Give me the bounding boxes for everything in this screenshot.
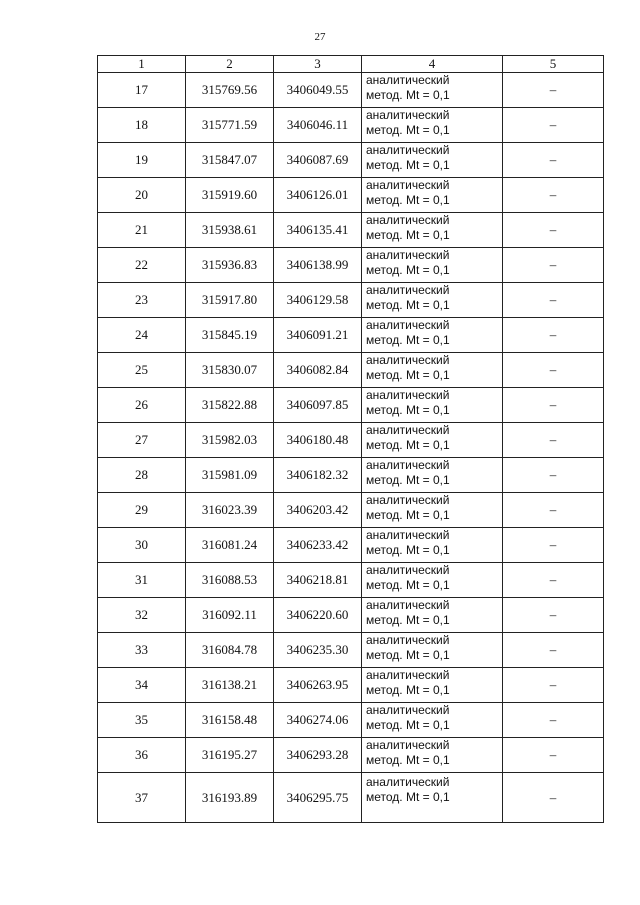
method-line-2: метод. Mt = 0,1	[366, 88, 450, 102]
table-row	[98, 318, 604, 353]
method-cell	[362, 493, 503, 528]
note-cell: –	[503, 283, 604, 318]
method-line-2: метод. Mt = 0,1	[366, 718, 450, 732]
y-coordinate-cell: 3406135.41	[274, 213, 362, 248]
method-line-2: метод. Mt = 0,1	[366, 613, 450, 627]
note-cell: –	[503, 423, 604, 458]
y-coordinate-cell: 3406293.28	[274, 738, 362, 773]
x-coordinate-cell: 316023.39	[186, 493, 274, 528]
column-header-1: 1	[98, 56, 186, 73]
x-coordinate-cell: 315847.07	[186, 143, 274, 178]
x-coordinate-cell: 315769.56	[186, 73, 274, 108]
x-coordinate-cell: 316084.78	[186, 633, 274, 668]
point-number-cell: 20	[98, 178, 186, 213]
y-coordinate-cell: 3406138.99	[274, 248, 362, 283]
x-coordinate-cell: 316081.24	[186, 528, 274, 563]
method-line-2: метод. Mt = 0,1	[366, 333, 450, 347]
method-cell	[362, 703, 503, 738]
method-line-2: метод. Mt = 0,1	[366, 193, 450, 207]
method-cell	[362, 563, 503, 598]
method-line-1: аналитический	[366, 213, 450, 227]
table-row	[98, 108, 604, 143]
point-number-cell: 37	[98, 773, 186, 823]
table-row	[98, 598, 604, 633]
coordinates-table	[97, 55, 604, 823]
method-cell	[362, 388, 503, 423]
table-row	[98, 423, 604, 458]
method-line-2: метод. Mt = 0,1	[366, 298, 450, 312]
x-coordinate-cell: 315917.80	[186, 283, 274, 318]
x-coordinate-cell: 316193.89	[186, 773, 274, 823]
point-number-cell: 24	[98, 318, 186, 353]
method-line-2: метод. Mt = 0,1	[366, 753, 450, 767]
x-coordinate-cell: 315845.19	[186, 318, 274, 353]
note-cell: –	[503, 633, 604, 668]
method-line-2: метод. Mt = 0,1	[366, 403, 450, 417]
table-row	[98, 738, 604, 773]
y-coordinate-cell: 3406082.84	[274, 353, 362, 388]
method-line-2: метод. Mt = 0,1	[366, 543, 450, 557]
x-coordinate-cell: 315919.60	[186, 178, 274, 213]
note-cell: –	[503, 108, 604, 143]
table-row	[98, 773, 604, 823]
y-coordinate-cell: 3406129.58	[274, 283, 362, 318]
table-row	[98, 213, 604, 248]
point-number-cell: 17	[98, 73, 186, 108]
table-row	[98, 528, 604, 563]
method-line-1: аналитический	[366, 528, 450, 542]
note-cell: –	[503, 458, 604, 493]
method-line-2: метод. Mt = 0,1	[366, 508, 450, 522]
table-row	[98, 668, 604, 703]
y-coordinate-cell: 3406091.21	[274, 318, 362, 353]
x-coordinate-cell: 316158.48	[186, 703, 274, 738]
table-row	[98, 458, 604, 493]
method-line-1: аналитический	[366, 563, 450, 577]
method-line-1: аналитический	[366, 458, 450, 472]
point-number-cell: 28	[98, 458, 186, 493]
method-line-1: аналитический	[366, 353, 450, 367]
table-row	[98, 633, 604, 668]
x-coordinate-cell: 316088.53	[186, 563, 274, 598]
point-number-cell: 36	[98, 738, 186, 773]
method-line-1: аналитический	[366, 423, 450, 437]
method-cell	[362, 108, 503, 143]
column-header-3: 3	[274, 56, 362, 73]
x-coordinate-cell: 316092.11	[186, 598, 274, 633]
method-line-1: аналитический	[366, 738, 450, 752]
method-line-1: аналитический	[366, 283, 450, 297]
note-cell: –	[503, 703, 604, 738]
method-cell	[362, 633, 503, 668]
table-row	[98, 73, 604, 108]
method-line-1: аналитический	[366, 108, 450, 122]
note-cell: –	[503, 668, 604, 703]
method-line-2: метод. Mt = 0,1	[366, 578, 450, 592]
note-cell: –	[503, 73, 604, 108]
y-coordinate-cell: 3406126.01	[274, 178, 362, 213]
method-cell	[362, 528, 503, 563]
table-row	[98, 388, 604, 423]
note-cell: –	[503, 528, 604, 563]
table-row	[98, 493, 604, 528]
y-coordinate-cell: 3406182.32	[274, 458, 362, 493]
y-coordinate-cell: 3406263.95	[274, 668, 362, 703]
method-line-1: аналитический	[366, 143, 450, 157]
x-coordinate-cell: 315938.61	[186, 213, 274, 248]
method-line-1: аналитический	[366, 73, 450, 87]
column-header-4: 4	[362, 56, 503, 73]
table-row	[98, 283, 604, 318]
table-row	[98, 248, 604, 283]
x-coordinate-cell: 315822.88	[186, 388, 274, 423]
page-number: 27	[314, 31, 326, 43]
point-number-cell: 35	[98, 703, 186, 738]
note-cell: –	[503, 773, 604, 823]
method-line-1: аналитический	[366, 775, 450, 789]
y-coordinate-cell: 3406274.06	[274, 703, 362, 738]
x-coordinate-cell: 315981.09	[186, 458, 274, 493]
point-number-cell: 22	[98, 248, 186, 283]
y-coordinate-cell: 3406220.60	[274, 598, 362, 633]
point-number-cell: 31	[98, 563, 186, 598]
point-number-cell: 26	[98, 388, 186, 423]
method-line-1: аналитический	[366, 668, 450, 682]
table-body	[98, 73, 604, 823]
x-coordinate-cell: 315936.83	[186, 248, 274, 283]
y-coordinate-cell: 3406218.81	[274, 563, 362, 598]
method-line-2: метод. Mt = 0,1	[366, 683, 450, 697]
note-cell: –	[503, 493, 604, 528]
note-cell: –	[503, 213, 604, 248]
method-cell	[362, 73, 503, 108]
method-line-2: метод. Mt = 0,1	[366, 368, 450, 382]
method-cell	[362, 668, 503, 703]
y-coordinate-cell: 3406203.42	[274, 493, 362, 528]
method-cell	[362, 458, 503, 493]
table-row	[98, 143, 604, 178]
note-cell: –	[503, 318, 604, 353]
method-cell	[362, 773, 503, 823]
note-cell: –	[503, 178, 604, 213]
method-line-2: метод. Mt = 0,1	[366, 473, 450, 487]
y-coordinate-cell: 3406097.85	[274, 388, 362, 423]
table-header	[98, 56, 604, 73]
method-cell	[362, 143, 503, 178]
method-cell	[362, 598, 503, 633]
point-number-cell: 30	[98, 528, 186, 563]
note-cell: –	[503, 143, 604, 178]
method-cell	[362, 213, 503, 248]
method-line-1: аналитический	[366, 493, 450, 507]
point-number-cell: 18	[98, 108, 186, 143]
note-cell: –	[503, 563, 604, 598]
column-header-2: 2	[186, 56, 274, 73]
method-line-2: метод. Mt = 0,1	[366, 158, 450, 172]
column-header-5: 5	[503, 56, 604, 73]
y-coordinate-cell: 3406235.30	[274, 633, 362, 668]
method-cell	[362, 283, 503, 318]
point-number-cell: 29	[98, 493, 186, 528]
y-coordinate-cell: 3406087.69	[274, 143, 362, 178]
point-number-cell: 25	[98, 353, 186, 388]
note-cell: –	[503, 353, 604, 388]
table-row	[98, 353, 604, 388]
x-coordinate-cell: 315830.07	[186, 353, 274, 388]
x-coordinate-cell: 315771.59	[186, 108, 274, 143]
table-row	[98, 563, 604, 598]
method-line-2: метод. Mt = 0,1	[366, 263, 450, 277]
y-coordinate-cell: 3406180.48	[274, 423, 362, 458]
method-line-1: аналитический	[366, 178, 450, 192]
method-cell	[362, 738, 503, 773]
point-number-cell: 23	[98, 283, 186, 318]
point-number-cell: 21	[98, 213, 186, 248]
method-line-1: аналитический	[366, 388, 450, 402]
method-line-1: аналитический	[366, 703, 450, 717]
note-cell: –	[503, 388, 604, 423]
method-cell	[362, 178, 503, 213]
point-number-cell: 19	[98, 143, 186, 178]
method-line-1: аналитический	[366, 598, 450, 612]
x-coordinate-cell: 316138.21	[186, 668, 274, 703]
method-cell	[362, 353, 503, 388]
method-line-1: аналитический	[366, 318, 450, 332]
point-number-cell: 32	[98, 598, 186, 633]
x-coordinate-cell: 316195.27	[186, 738, 274, 773]
point-number-cell: 33	[98, 633, 186, 668]
method-line-1: аналитический	[366, 248, 450, 262]
method-cell	[362, 248, 503, 283]
y-coordinate-cell: 3406049.55	[274, 73, 362, 108]
y-coordinate-cell: 3406046.11	[274, 108, 362, 143]
x-coordinate-cell: 315982.03	[186, 423, 274, 458]
note-cell: –	[503, 248, 604, 283]
point-number-cell: 27	[98, 423, 186, 458]
header-row	[98, 56, 604, 73]
method-cell	[362, 423, 503, 458]
method-line-2: метод. Mt = 0,1	[366, 438, 450, 452]
note-cell: –	[503, 738, 604, 773]
method-cell	[362, 318, 503, 353]
y-coordinate-cell: 3406295.75	[274, 773, 362, 823]
method-line-2: метод. Mt = 0,1	[366, 648, 450, 662]
method-line-2: метод. Mt = 0,1	[366, 790, 450, 804]
point-number-cell: 34	[98, 668, 186, 703]
method-line-2: метод. Mt = 0,1	[366, 228, 450, 242]
method-line-1: аналитический	[366, 633, 450, 647]
y-coordinate-cell: 3406233.42	[274, 528, 362, 563]
table-row	[98, 178, 604, 213]
method-line-2: метод. Mt = 0,1	[366, 123, 450, 137]
note-cell: –	[503, 598, 604, 633]
table-row	[98, 703, 604, 738]
